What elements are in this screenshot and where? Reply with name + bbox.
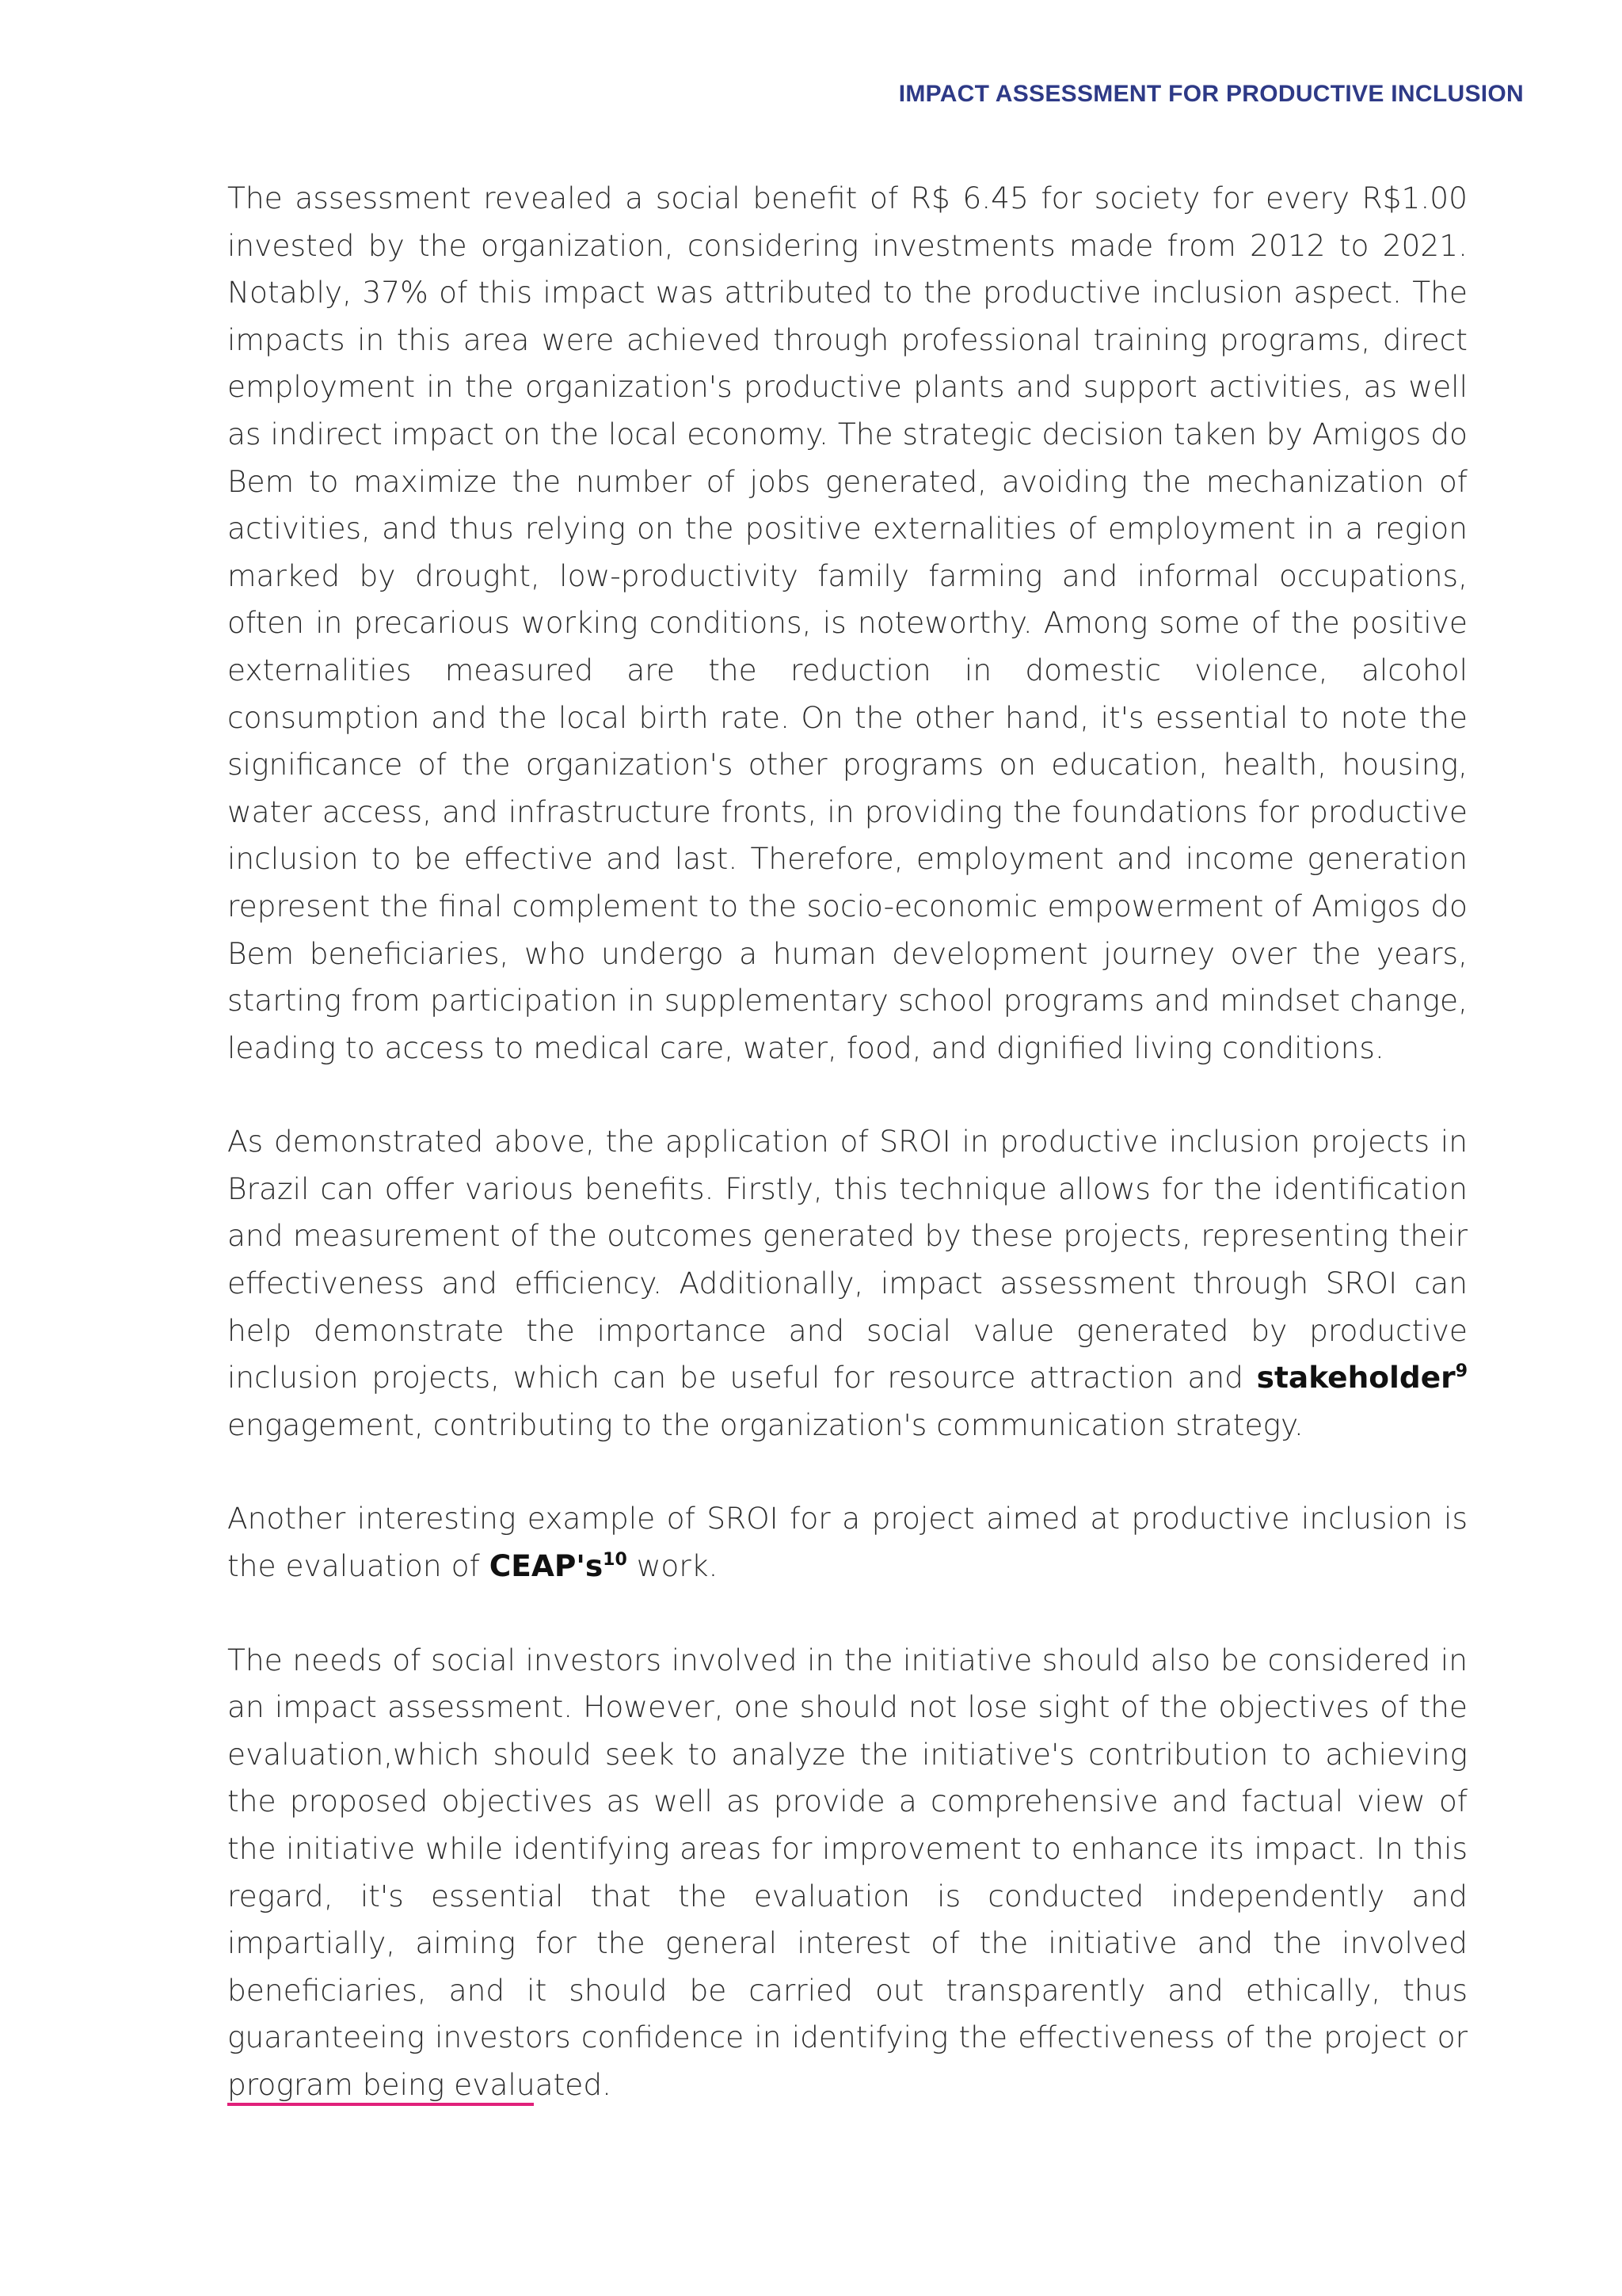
ceap-term: CEAP's bbox=[489, 1548, 603, 1584]
paragraph-3 bbox=[227, 1495, 1468, 1590]
paragraph-3-text-before: Another interesting example of SROI for a project aimed at productive inclusion is the evaluation of bbox=[227, 1501, 1468, 1584]
body-content bbox=[227, 175, 1468, 2156]
footnote-separator-rule bbox=[227, 2103, 534, 2106]
footnote-ref-10[interactable]: 10 bbox=[603, 1550, 627, 1571]
paragraph-3-text-after: work. bbox=[626, 1548, 718, 1584]
paragraph-2-text-before: As demonstrated above, the application of SROI in productive inclusion projects in Brazil can offer various benefits. Firstly, this technique allows for the identification and measurement of the outcomes generated by these projects, representing their effectiveness and efficiency. Additionally, impact assessment through SROI can help demonstrate the importance and social value generated by productive inclusion projects, which can be useful for resource attraction and bbox=[227, 1124, 1468, 1395]
paragraph-1: The assessment revealed a social benefit of R$ 6.45 for society for every R$1.00 invested by the organization, considering investments made from 2012 to 2021. Notably, 37% of this impact was attributed to the productive inclusion aspect. The impacts in this area were achieved through professional training programs, direct employment in the organization's productive plants and support activities, as well as indirect impact on the local economy. The strategic decision taken by Amigos do Bem to maximize the number of jobs generated, avoiding the mechanization of activities, and thus relying on the positive externalities of employment in a region marked by drought, low-productivity family farming and informal occupations, often in precarious working conditions, is noteworthy. Among some of the positive externalities measured are the reduction in domestic violence, alcohol consumption and the local birth rate. On the other hand, it's essential to note the significance of the organization's other programs on education, health, housing, water access, and infrastructure fronts, in providing the foundations for productive inclusion to be effective and last. Therefore, employment and income generation represent the final complement to the socio-economic empowerment of Amigos do Bem beneficiaries, who undergo a human development journey over the years, starting from participation in supplementary school programs and mindset change, leading to access to medical care, water, food, and dignified living conditions. bbox=[227, 181, 1468, 1065]
stakeholder-term: stakeholder bbox=[1256, 1360, 1456, 1395]
running-header: IMPACT ASSESSMENT FOR PRODUCTIVE INCLUSION bbox=[898, 81, 1524, 107]
paragraph-2 bbox=[227, 1118, 1468, 1449]
footnote-ref-9[interactable]: 9 bbox=[1455, 1361, 1468, 1382]
paragraph-2-text-after: engagement, contributing to the organization's communication strategy. bbox=[227, 1407, 1304, 1442]
paragraph-4: The needs of social investors involved in the initiative should also be considered in an impact assessment. However, one should not lose sight of the objectives of the evaluation,which should seek to analyze the initiative's contribution to achieving the proposed objectives as well as provide a comprehensive and factual view of the initiative while identifying areas for improvement to enhance its impact. In this regard, it's essential that the evaluation is conducted independently and impartially, aiming for the general interest of the initiative and the involved beneficiaries, and it should be carried out transparently and ethically, thus guaranteeing investors confidence in identifying the effectiveness of the project or program being evaluated. bbox=[227, 1642, 1468, 2102]
